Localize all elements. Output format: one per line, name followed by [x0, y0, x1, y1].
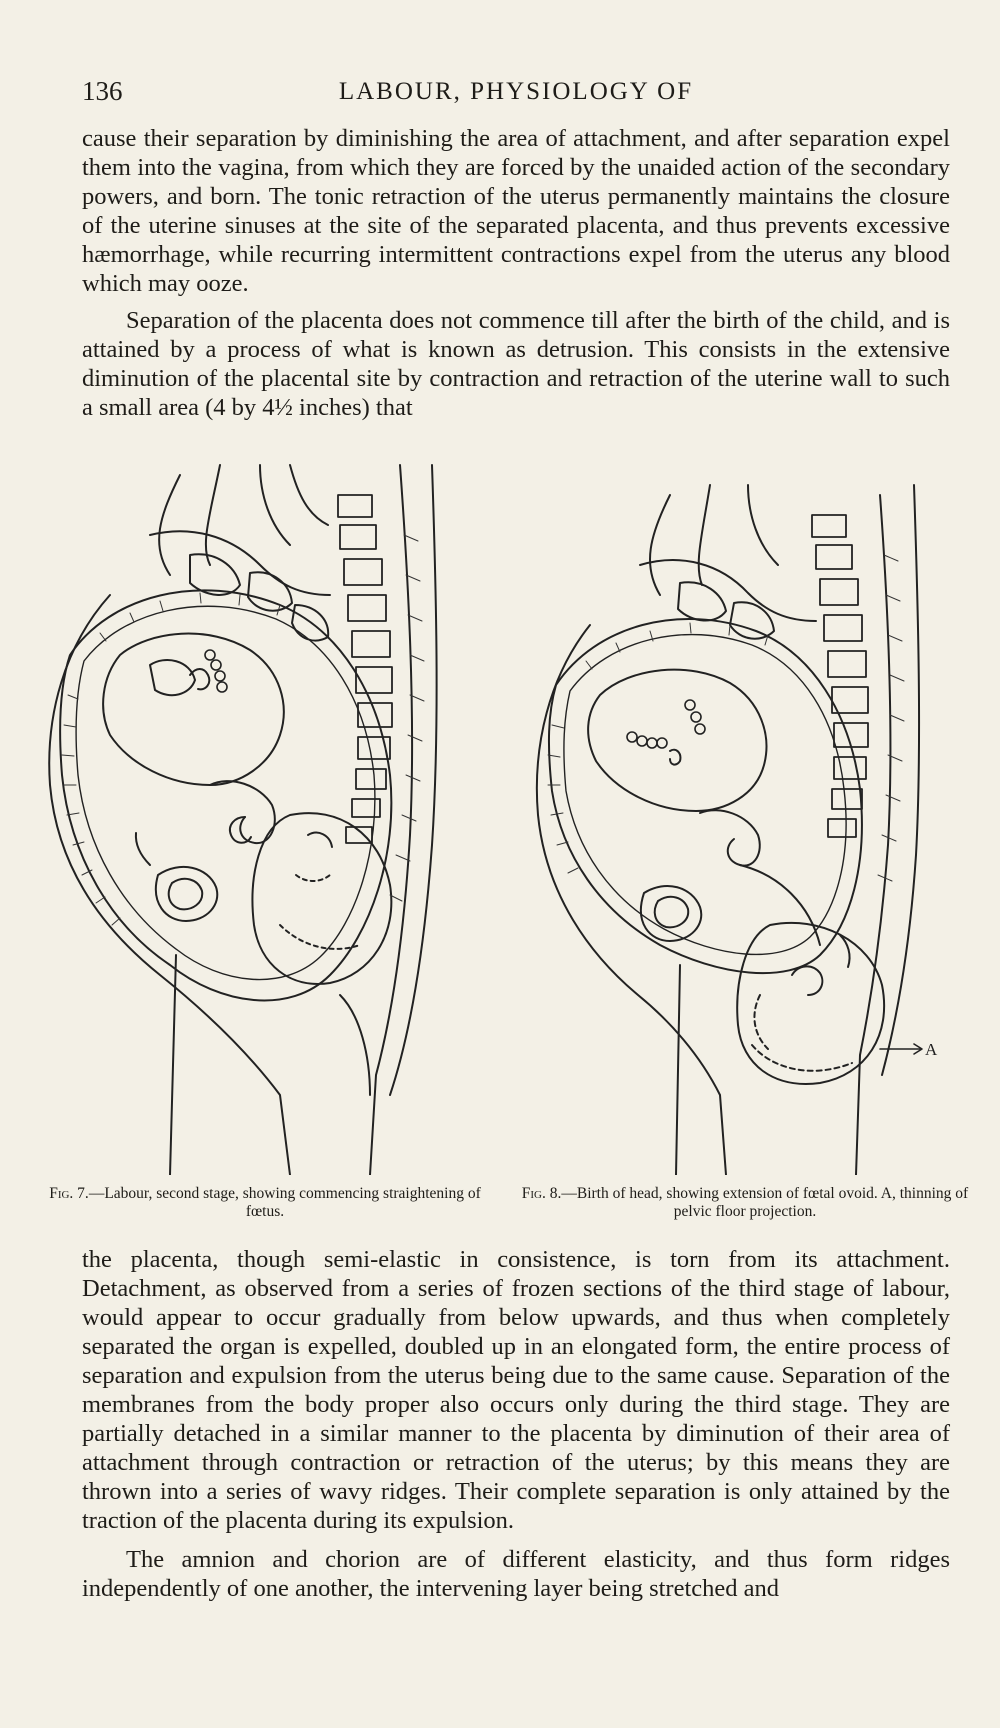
figure-8-marker-a: A — [925, 1040, 938, 1059]
paragraph: the placenta, though semi-elastic in consistence, is torn from its attachment. Detachment, as observed from a series of frozen sections of the third stage of labour, would appear to occur gradually from below upwards, and thus when completely separated the organ is expelled, doubled up in an elongated form, the entire process of separation and expulsion from the uterus being due to the same cause. Separation of the membranes from the body proper also occurs only during the third stage. They are partially detached in a similar manner to the placenta by diminution of their area of attachment through contraction or retraction of the uterus; by this means they are thrown into a series of wavy ridges. Their complete separation is only attained by the traction of the placenta during its expulsion. — [82, 1246, 950, 1534]
figures-area — [40, 455, 970, 1220]
paragraph: Separation of the placenta does not commence till after the birth of the child, and is attained by a process of what is known as detrusion. This consists in the extensive diminution of the placental site by contraction and retraction of the uterine wall to such a small area (4 by 4½ inches) that — [82, 307, 950, 421]
figure-7 — [40, 455, 490, 1220]
figure-8-label: Fig. 8. — [521, 1185, 562, 1202]
figure-7-caption — [40, 1185, 490, 1221]
paragraph: cause their separation by diminishing the area of attachment, and after separation expel them into the vagina, from which they are forced by the unaided action of the secondary powers, and born. The tonic retraction of the uterus permanently maintains the closure of the uterine sinuses at the site of the separated placenta, and thus prevents excessive hæmorrhage, while recurring intermittent contractions expel from the uterus any blood which may ooze. — [82, 125, 950, 297]
figure-7-illustration — [40, 455, 490, 1175]
top-text-block — [82, 124, 950, 422]
bottom-text-block — [82, 1245, 950, 1603]
figure-8-caption — [520, 1185, 970, 1221]
paragraph: The amnion and chorion are of different elasticity, and thus form ridges independently of one another, the intervening layer being stretched and — [82, 1546, 950, 1602]
figure-8 — [520, 455, 970, 1220]
figure-7-label: Fig. 7. — [49, 1185, 89, 1202]
figure-7-caption-text: —Labour, second stage, showing commencing straightening of fœtus. — [88, 1185, 481, 1220]
figure-8-caption-text: —Birth of head, showing extension of fœtal ovoid. A, thinning of pelvic floor projection. — [561, 1185, 969, 1220]
running-title: LABOUR, PHYSIOLOGY OF — [338, 78, 694, 105]
page-number: 136 — [82, 76, 123, 106]
figure-8-illustration — [520, 455, 970, 1175]
page-header — [82, 76, 950, 112]
